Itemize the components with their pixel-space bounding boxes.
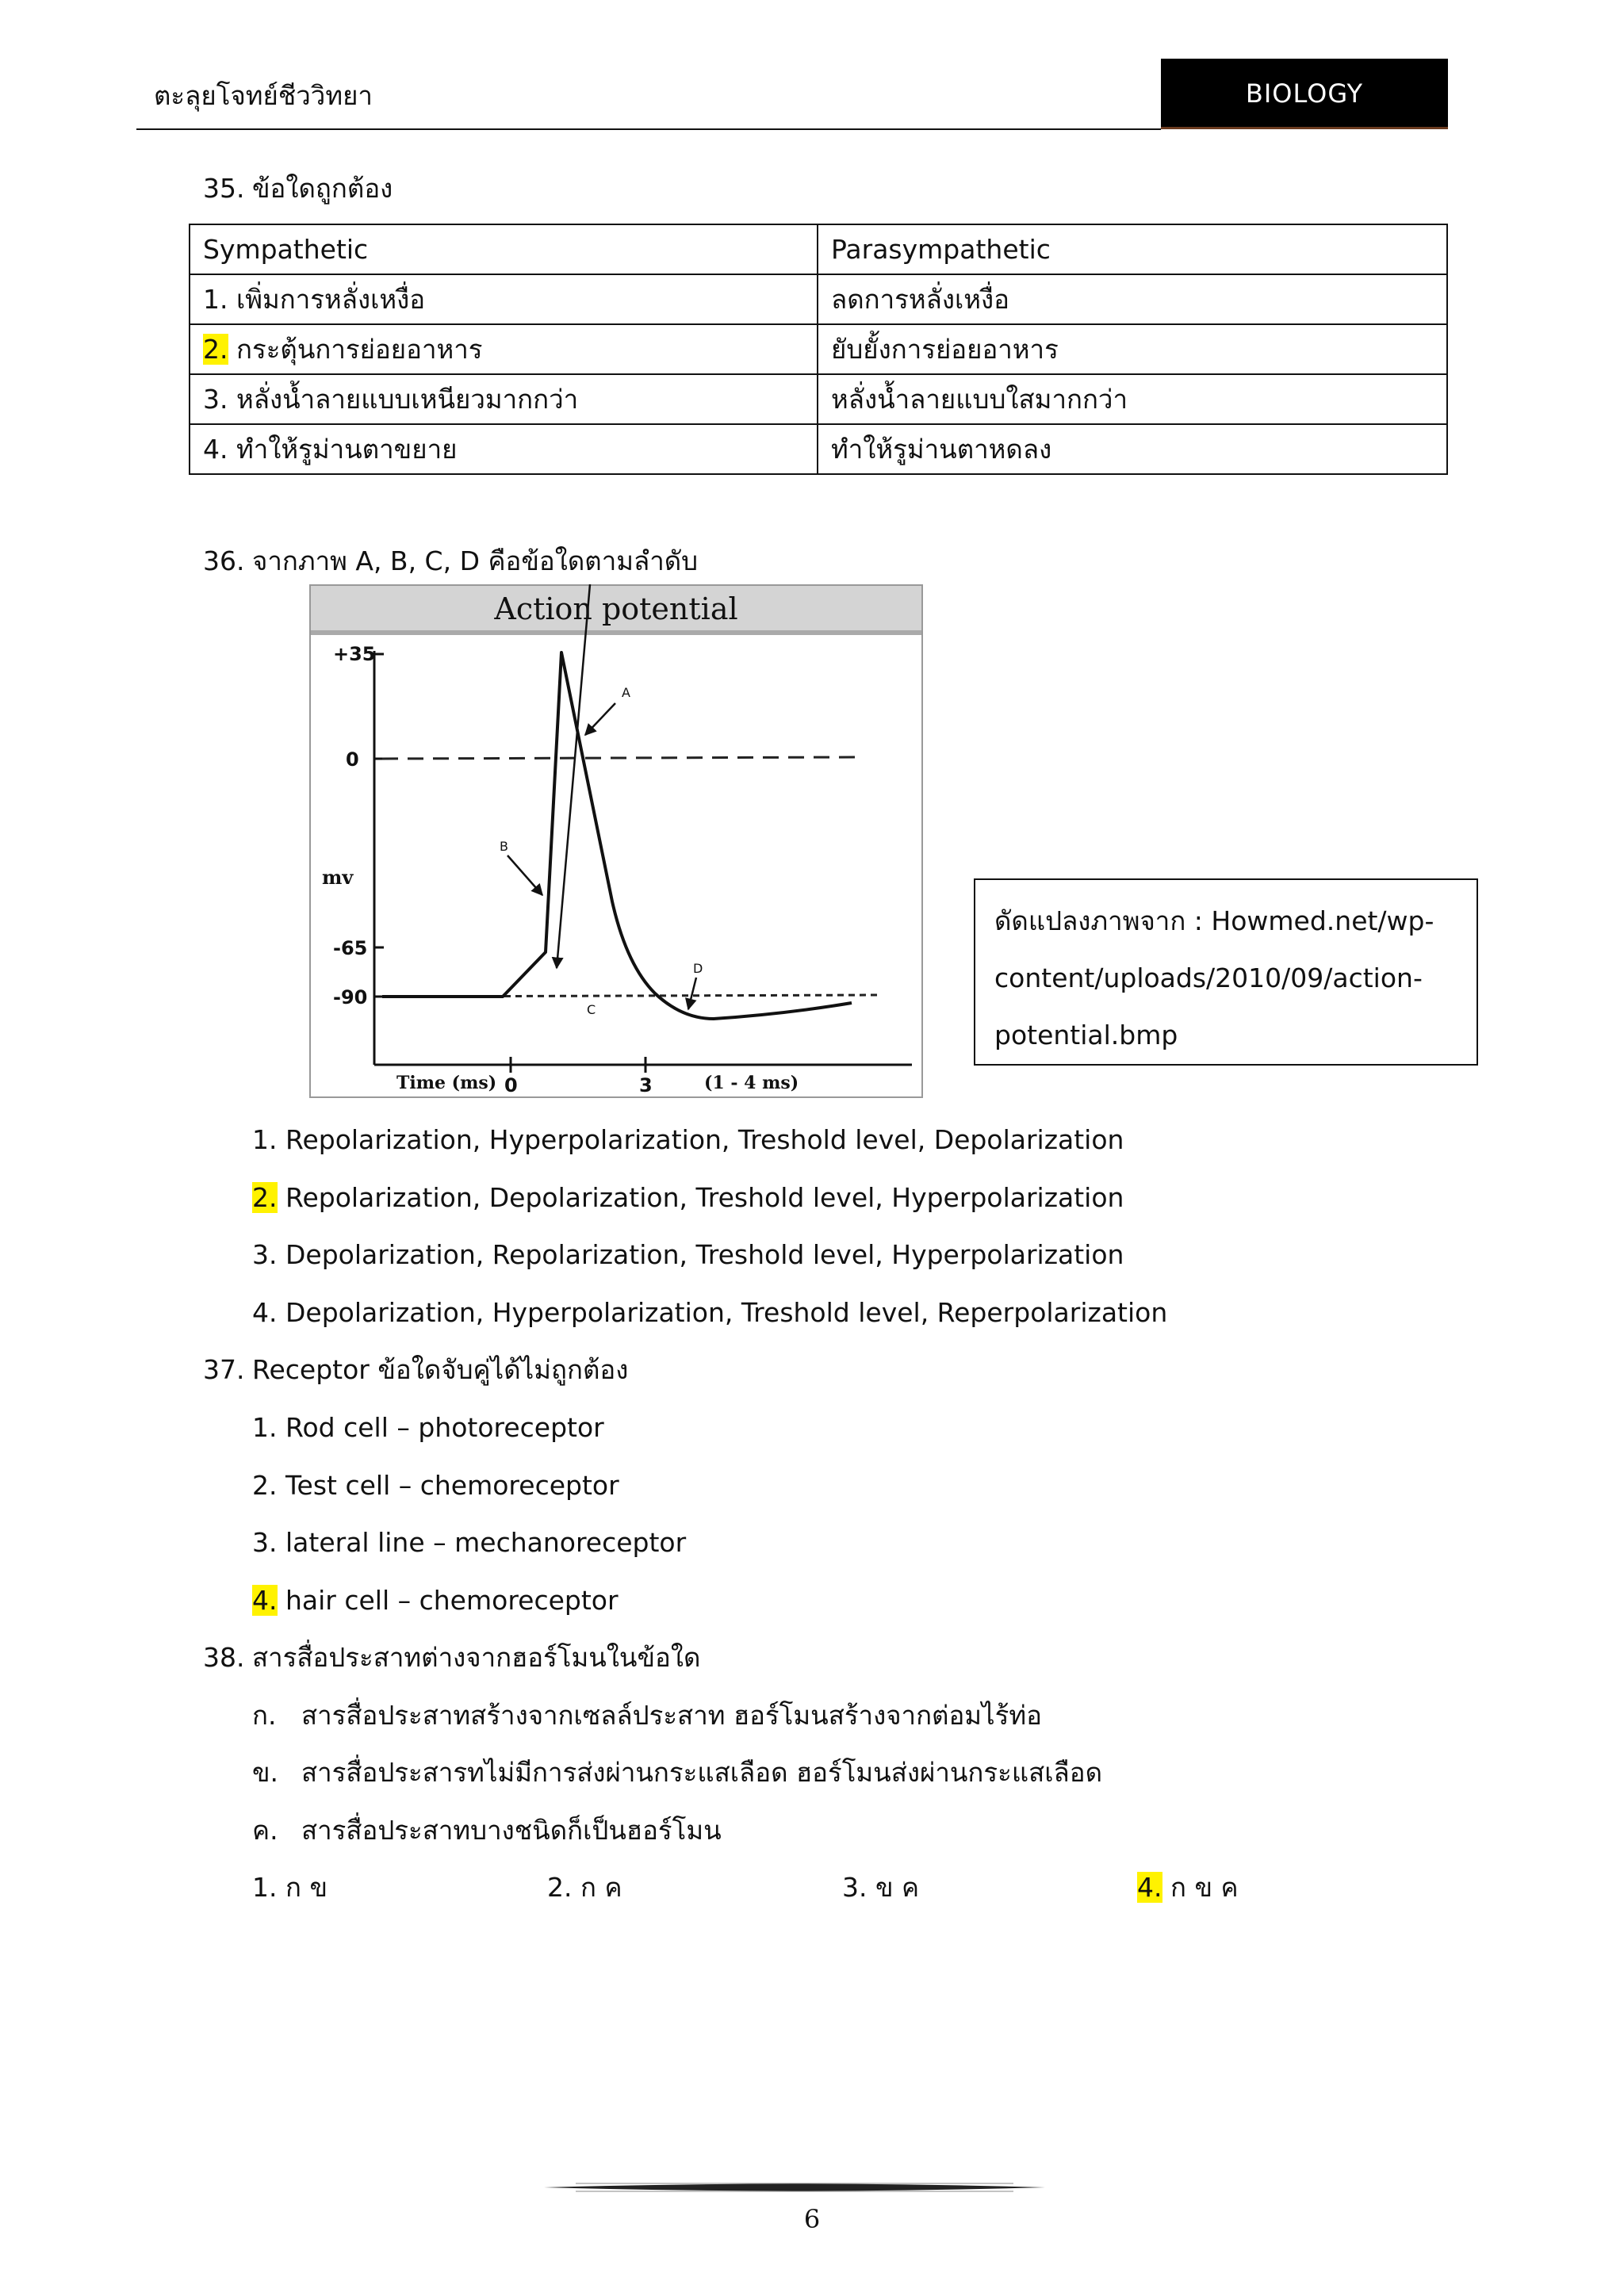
y-tick-label: +35 <box>333 643 376 665</box>
option-number: 4. <box>252 1297 278 1328</box>
subject-badge: BIOLOGY <box>1161 59 1448 128</box>
y-tick-label: -90 <box>333 986 368 1008</box>
cell-text: ทำให้รูม่านตาขยาย <box>236 434 458 465</box>
option-number: 3. <box>842 1872 868 1903</box>
answer-highlight: 2. <box>203 334 228 365</box>
header-rule <box>136 128 1161 130</box>
q36-question: จากภาพ A, B, C, D คือข้อใดตามลำดับ <box>252 545 699 576</box>
x-tick-label: 0 <box>504 1074 518 1096</box>
header-title: ตะลุยโจทย์ชีววิทยา <box>154 80 373 111</box>
y-tick-label: 0 <box>346 748 359 771</box>
table-row <box>190 374 1447 424</box>
y-tick-label: -65 <box>333 937 368 959</box>
label-c: C <box>587 1002 596 1017</box>
q38-statement-text: สารสื่อประสารทไม่มีการส่งผ่านกระแสเลือด ฮอร์โมนส่งผ่านกระแสเลือด <box>301 1757 1102 1788</box>
y-axis-label: mv <box>322 866 354 889</box>
cell-text: กระตุ้นการย่อยอาหาร <box>236 334 483 365</box>
option-number: 1. <box>252 1872 278 1903</box>
option-text: ก ข ค <box>1170 1872 1239 1903</box>
q35-table <box>189 224 1448 475</box>
option-text: Repolarization, Hyperpolarization, Treshold level, Depolarization <box>285 1124 1124 1155</box>
table-cell <box>190 424 818 474</box>
table-cell: ลดการหลั่งเหงื่อ <box>818 274 1447 324</box>
option-number: 1. <box>252 1124 278 1155</box>
figure-title-shadow <box>311 630 921 635</box>
q38-statement-mark: ข. <box>252 1757 279 1788</box>
q36-option-2 <box>252 1182 1124 1214</box>
option-text: ก ข <box>285 1872 328 1903</box>
option-text: Depolarization, Hyperpolarization, Treshold level, Reperpolarization <box>285 1297 1168 1328</box>
page-number: 6 <box>803 2204 821 2234</box>
option-text: lateral line – mechanoreceptor <box>285 1527 687 1558</box>
option-text: Depolarization, Repolarization, Treshold level, Hyperpolarization <box>285 1239 1124 1270</box>
table-row <box>190 224 1447 274</box>
image-source-box <box>974 878 1478 1066</box>
table-row <box>190 424 1447 474</box>
q37-option-3 <box>252 1527 686 1559</box>
q35-question: ข้อใดถูกต้อง <box>252 173 393 204</box>
table-cell <box>190 324 818 374</box>
table-cell: ทำให้รูม่านตาหดลง <box>818 424 1447 474</box>
badge-underline <box>1161 127 1448 129</box>
x-axis-label: Time (ms) <box>396 1073 497 1093</box>
q38-statement-mark: ก. <box>252 1700 277 1731</box>
figure-title: Action potential <box>494 591 738 626</box>
answer-highlight: 4. <box>1137 1872 1162 1903</box>
option-text: hair cell – chemoreceptor <box>285 1585 619 1616</box>
q37-option-1 <box>252 1412 604 1444</box>
cell-text: หลั่งน้ำลายแบบเหนียวมากกว่า <box>236 384 579 415</box>
footer-ornament-rule <box>544 2182 1045 2193</box>
cell-text: เพิ่มการหลั่งเหงื่อ <box>236 284 426 315</box>
x-tick-label: 3 <box>639 1074 653 1096</box>
label-a: A <box>622 685 630 700</box>
q35-number: 35. <box>203 173 245 204</box>
q38-choice-4 <box>1137 1872 1239 1904</box>
option-number: 3. <box>252 1239 278 1270</box>
option-number: 2. <box>547 1872 573 1903</box>
q38-question: สารสื่อประสาทต่างจากฮอร์โมนในข้อใด <box>252 1642 701 1673</box>
q36-option-4 <box>252 1297 1167 1329</box>
table-cell <box>190 274 818 324</box>
row-number: 4. <box>203 434 228 465</box>
table-head-sympathetic: Sympathetic <box>190 224 818 274</box>
q38-statement-text: สารสื่อประสาทบางชนิดก็เป็นฮอร์โมน <box>301 1815 722 1846</box>
table-row <box>190 274 1447 324</box>
row-number: 3. <box>203 384 228 415</box>
option-text: ข ค <box>875 1872 920 1903</box>
table-cell: หลั่งน้ำลายแบบใสมากกว่า <box>818 374 1447 424</box>
q36-option-1 <box>252 1124 1124 1156</box>
row-number: 1. <box>203 284 228 315</box>
q38-statement-text: สารสื่อประสาทสร้างจากเซลล์ประสาท ฮอร์โมนสร้างจากต่อมไร้ท่อ <box>301 1700 1042 1731</box>
table-head-parasympathetic: Parasympathetic <box>818 224 1447 274</box>
q37-number: 37. <box>203 1354 245 1385</box>
x-range-label: (1 - 4 ms) <box>704 1073 799 1093</box>
action-potential-figure <box>309 584 923 1098</box>
option-text: ก ค <box>580 1872 622 1903</box>
q38-choice-1 <box>252 1872 327 1904</box>
q36-option-3 <box>252 1239 1124 1271</box>
q38-number: 38. <box>203 1642 245 1673</box>
label-d: D <box>693 961 703 976</box>
option-text: Test cell – chemoreceptor <box>285 1470 619 1501</box>
option-number: 2. <box>252 1470 278 1501</box>
answer-highlight: 4. <box>252 1585 278 1616</box>
table-cell: ยับยั้งการย่อยอาหาร <box>818 324 1447 374</box>
option-number: 1. <box>252 1412 278 1443</box>
source-line: content/uploads/2010/09/action- <box>994 962 1423 993</box>
q38-choice-3 <box>842 1872 919 1904</box>
table-row <box>190 324 1447 374</box>
label-b: B <box>500 839 508 854</box>
q37-option-4 <box>252 1585 619 1617</box>
table-cell <box>190 374 818 424</box>
option-text: Repolarization, Depolarization, Treshold level, Hyperpolarization <box>285 1182 1124 1213</box>
q36-number: 36. <box>203 545 245 576</box>
figure-border <box>310 585 922 1097</box>
answer-highlight: 2. <box>252 1182 278 1213</box>
source-line: potential.bmp <box>994 1020 1178 1050</box>
q37-question: Receptor ข้อใดจับคู่ได้ไม่ถูกต้อง <box>252 1354 629 1385</box>
option-number: 3. <box>252 1527 278 1558</box>
q38-statement-mark: ค. <box>252 1815 278 1846</box>
option-text: Rod cell – photoreceptor <box>285 1412 604 1443</box>
source-line: ดัดแปลงภาพจาก : Howmed.net/wp- <box>994 905 1434 936</box>
q37-option-2 <box>252 1470 619 1502</box>
q38-choice-2 <box>547 1872 622 1904</box>
